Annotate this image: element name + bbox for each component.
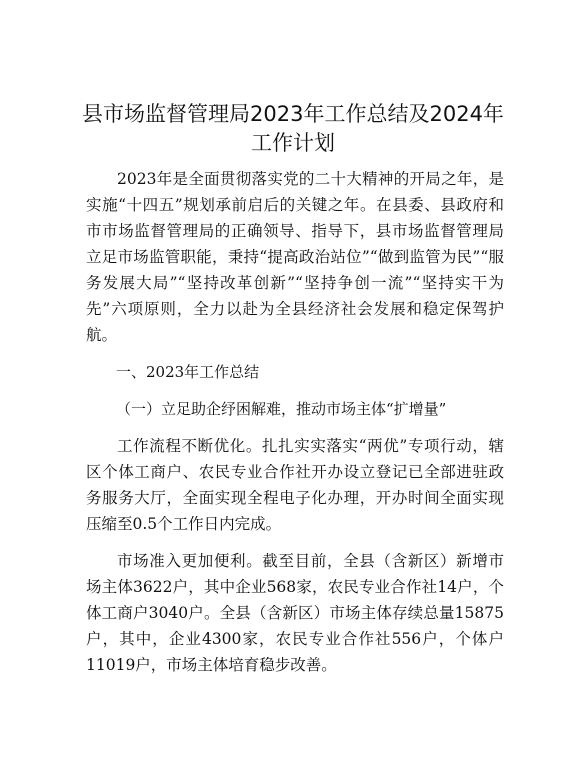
intro-paragraph: 2023年是全面贯彻落实党的二十大精神的开局之年，是实施“十四五”规划承前启后的关键之年。在县委、县政府和市市场监督管理局的正确领导、指导下，县市场监督管理局立足市场监管职能，秉持“提高政治站位”“做到监管为民”“服务发展大局”“坚持改革创新”“坚持争创一流”“坚持实干为先”六项原则，全力以赴为全县经济社会发展和稳定保驾护航。 (86, 170, 504, 344)
subsection-heading: （一）立足助企纾困解难，推动市场主体“扩增量” (116, 400, 447, 418)
title-line-2: 工作计划 (251, 131, 335, 155)
section-heading: 一、2023年工作总结 (116, 363, 260, 381)
title-line-1: 县市场监督管理局2023年工作总结及2024年 (82, 102, 504, 126)
document-body (86, 166, 504, 678)
paragraph-market-access: 市场准入更加便利。截至目前，全县（含新区）新增市场主体3622户，其中企业568家，农民专业合作社14户，个体工商户3040户。全县（含新区）市场主体存续总量15875户，其中，企业4300家，农民专业合作社556户，个体户11019户，市场主体培育稳步改善。 (86, 552, 504, 674)
paragraph-workflow: 工作流程不断优化。扎扎实实落实“两优”专项行动，辖区个体工商户、农民专业合作社开办设立登记已全部进驻政务服务大厅，全面实现全程电子化办理，开办时间全面实现压缩至0.5个工作日内完成。 (86, 437, 504, 533)
document-title (60, 100, 526, 158)
